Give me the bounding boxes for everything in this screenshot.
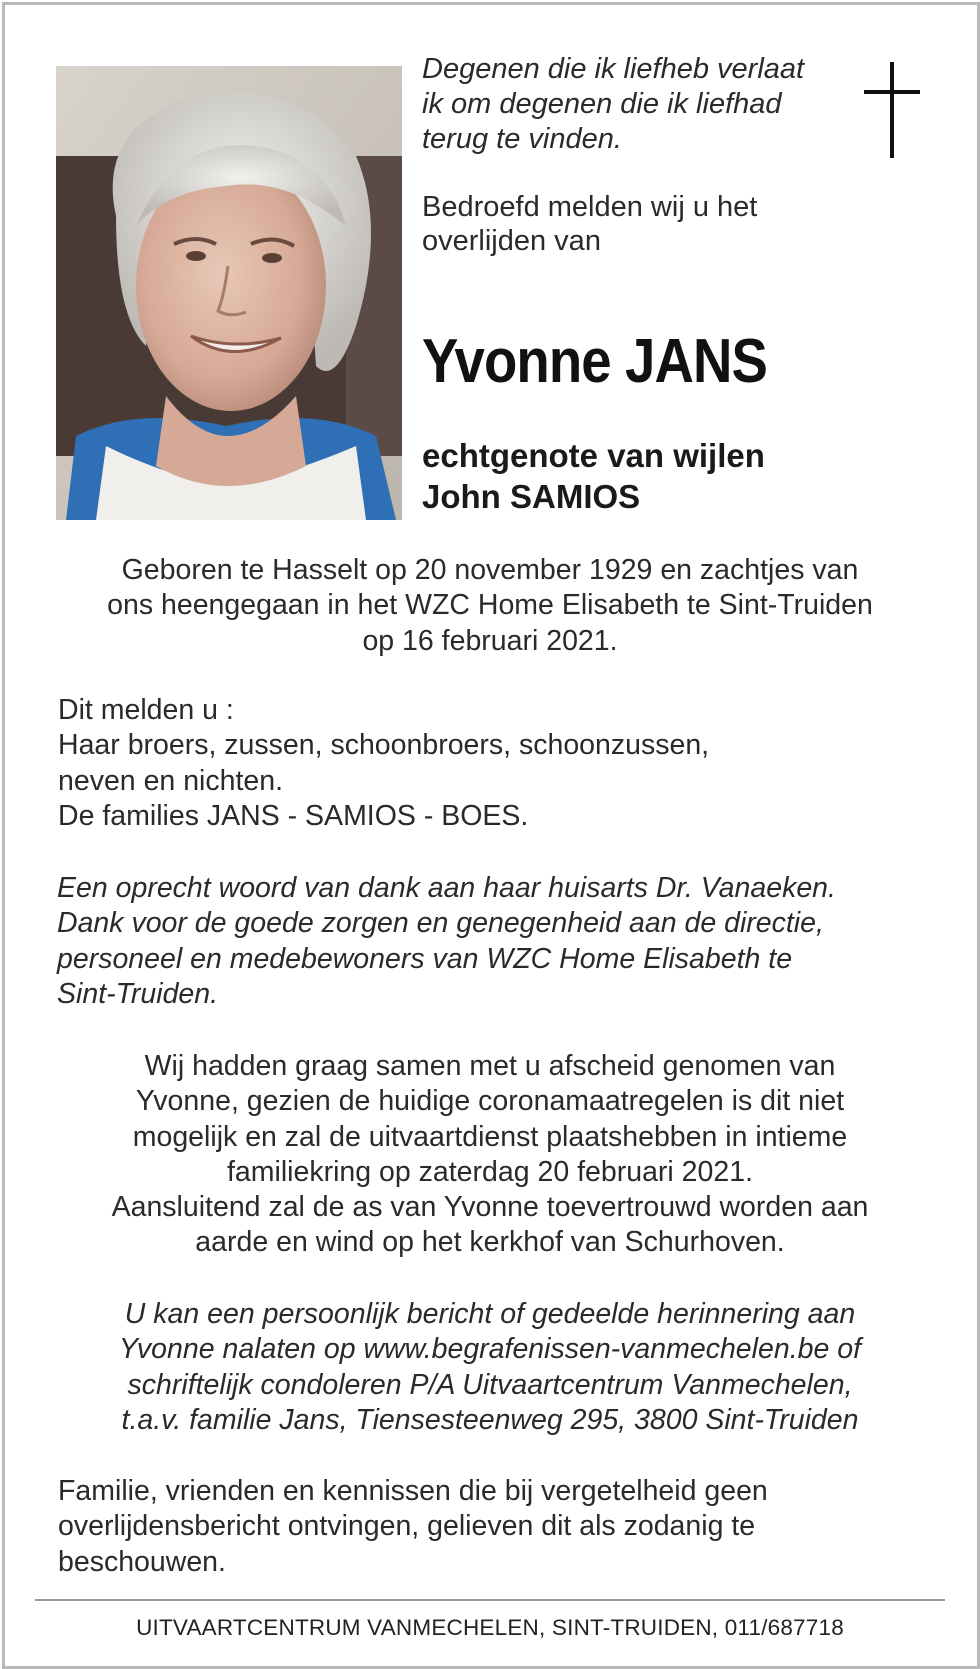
- announcement-line: Bedroefd melden wij u het: [422, 191, 758, 223]
- paragraph-line: Yvonne, gezien de huidige coronamaatregelen is dit niet: [135, 1085, 845, 1118]
- quote-line: ik om degenen die ik liefhad: [422, 88, 782, 120]
- paragraph-line: Dank voor de goede zorgen en genegenheid aan de directie,: [57, 907, 824, 940]
- paragraph-line: Wij hadden graag samen met u afscheid genomen van: [144, 1050, 836, 1082]
- deceased-name: Yvonne JANS: [422, 327, 768, 396]
- announcement-text: [422, 190, 757, 258]
- announcers-paragraph: [58, 693, 926, 834]
- paragraph-line: Dit melden u :: [58, 694, 234, 726]
- paragraph-line: ons heengegaan in het WZC Home Elisabeth te Sint-Truiden: [107, 589, 873, 622]
- farewell-paragraph: [56, 1049, 924, 1261]
- paragraph-line: t.a.v. familie Jans, Tiensesteenweg 295, 3800 Sint-Truiden: [121, 1403, 859, 1436]
- paragraph-line: Geboren te Hasselt op 20 november 1929 en zachtjes van: [121, 554, 859, 586]
- funeral-home-footer: UITVAARTCENTRUM VANMECHELEN, SINT-TRUIDEN, 011/687718: [136, 1615, 844, 1640]
- paragraph-line: Yvonne nalaten op www.begrafenissen-vanmechelen.be of: [118, 1333, 862, 1366]
- paragraph-line: beschouwen.: [58, 1545, 226, 1578]
- paragraph-line: familiekring op zaterdag 20 februari 2021.: [227, 1155, 753, 1188]
- paragraph-line: mogelijk en zal de uitvaartdienst plaatshebben in intieme: [132, 1120, 848, 1153]
- thanks-paragraph: [57, 871, 925, 1012]
- paragraph-line: Familie, vrienden en kennissen die bij vergetelheid geen: [58, 1475, 768, 1507]
- paragraph-line: aarde en wind op het kerkhof van Schurhoven.: [195, 1226, 785, 1259]
- spouse-line: echtgenote van wijlen: [422, 437, 765, 474]
- spouse-line: John SAMIOS: [422, 478, 641, 515]
- birth-death-paragraph: [56, 553, 924, 659]
- paragraph-line: U kan een persoonlijk bericht of gedeelde herinnering aan: [124, 1298, 856, 1330]
- announcement-line: overlijden van: [422, 225, 601, 257]
- condolences-paragraph: [56, 1297, 924, 1438]
- spouse-text: [422, 435, 765, 517]
- paragraph-line: personeel en medebewoners van WZC Home Elisabeth te: [57, 942, 793, 975]
- paragraph-line: schriftelijk condoleren P/A Uitvaartcentrum Vanmechelen,: [127, 1368, 853, 1401]
- cross-icon: [864, 62, 920, 158]
- portrait-photo: [56, 66, 402, 520]
- paragraph-line: Haar broers, zussen, schoonbroers, schoonzussen,: [58, 729, 710, 762]
- quote-line: terug te vinden.: [422, 123, 622, 155]
- paragraph-line: op 16 februari 2021.: [362, 624, 618, 657]
- memorial-quote: [422, 52, 852, 157]
- paragraph-line: Sint-Truiden.: [57, 977, 219, 1010]
- closing-paragraph: [58, 1474, 926, 1580]
- paragraph-line: neven en nichten.: [58, 764, 284, 797]
- quote-line: Degenen die ik liefheb verlaat: [422, 53, 805, 85]
- paragraph-line: Aansluitend zal de as van Yvonne toevertrouwd worden aan: [111, 1191, 869, 1224]
- paragraph-line: De families JANS - SAMIOS - BOES.: [58, 799, 529, 832]
- paragraph-line: overlijdensbericht ontvingen, gelieven dit als zodanig te: [58, 1510, 756, 1543]
- footer-divider: [35, 1599, 945, 1601]
- paragraph-line: Een oprecht woord van dank aan haar huisarts Dr. Vanaeken.: [57, 872, 836, 904]
